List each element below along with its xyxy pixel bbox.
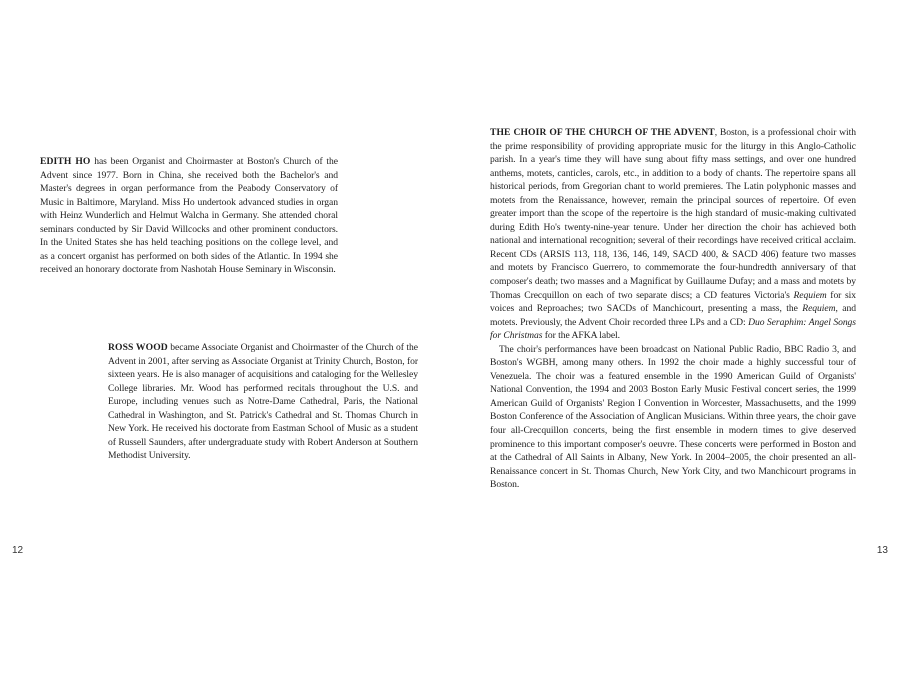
choir-p1-requiem-2: Requiem: [802, 303, 836, 315]
ross-wood-name: ROSS WOOD: [108, 342, 168, 353]
choir-section: [490, 126, 856, 492]
choir-p1-text-c: , and motets. Previously, the Advent Choir recorded three LPs and a CD:: [490, 303, 856, 328]
choir-heading: THE CHOIR OF THE CHURCH OF THE ADVENT: [490, 127, 715, 138]
choir-p1-requiem-1: Requiem: [793, 289, 827, 301]
choir-paragraph-1: [490, 126, 856, 343]
choir-p1-text-d: for the AFKA label.: [542, 330, 621, 342]
choir-p1-cd-title: Duo Seraphim: Angel Songs for Christmas: [490, 316, 856, 342]
ross-wood-bio: [108, 341, 418, 463]
page-number-left: 12: [12, 545, 24, 556]
choir-paragraph-2: The choir's performances have been broadcast on National Public Radio, BBC Radio 3, and Boston's WGBH, among many others. In 1992 the choir made a highly successful tour of Venezuela. The choir was a featured ensemble in the 1990 American Guild of Organists' National Convention, the 1994 and 2003 Boston Early Music Festival concert series, the 1999 American Guild of Organists' Region I Convention in Worcester, Massachusetts, and the 1999 Boston Conference of the Association of Anglican Musicians. Within three years, the choir gave four all-Crecquillon concerts, being the first ensemble in modern times to give deserved prominence to this important composer's oeuvre. These concerts were performed in Boston and at the Cathedral of All Saints in Albany, New York. In 2004–2005, the choir presented an all-Renaissance concert in St. Thomas Church, New York City, and two Manchicourt programs in Boston.: [490, 343, 856, 491]
choir-p1-text-b: for six voices and Reproaches; two SACDs of Manchicourt, presenting a mass, the: [490, 289, 857, 315]
page-number-right: 13: [876, 545, 888, 556]
edith-ho-name: EDITH HO: [40, 156, 91, 167]
ross-wood-bio-text: became Associate Organist and Choirmaster of the Church of the Advent in 2001, after serving as Associate Organist at Trinity Church, Boston, for sixteen years. He is also manager of acquisitions and cataloging for the Wellesley College libraries. Mr. Wood has performed recitals throughout the U.S. and Europe, including venues such as Notre-Dame Cathedral, Paris, the National Cathedral in Washington, and St. Patrick's Cathedral and St. Thomas Church in New York. He received his doctorate from Eastman School of Music as a student of Russell Saunders, after undergraduate study with Robert Anderson at Southern Methodist University.: [108, 342, 418, 462]
choir-p1-text-a: , Boston, is a professional choir with the prime responsibility of providing appropriate music for the liturgy in this Anglo-Catholic parish. In a year's time they will have sung about fifty mass settings, and over one hundred anthems, motets, canticles, carols, etc., in addition to a body of chants. The repertoire spans all historical periods, from Gregorian chant to world premieres. The Latin polyphonic masses and motets from the Renaissance, however, remain the principal sources of repertoire. Of even greater import than the scope of the repertoire is the high standard of music-making cultivated during Edith Ho's twenty-nine-year tenure. Under her direction the choir has achieved both national and international recognition; several of their recordings have received critical acclaim. Recent CDs (ARSIS 113, 118, 136, 146, 149, SACD 400, & SACD 406) feature two masses and motets by Francisco Guerrero, to commemorate the four-hundredth anniversary of that composer's death; two masses and a Magnificat by Guillaume Dufay; and a mass and motets by Thomas Crecquillon on each of two separate discs; a CD features Victoria's: [490, 127, 856, 301]
edith-ho-bio: [40, 155, 338, 277]
edith-ho-bio-text: has been Organist and Choirmaster at Boston's Church of the Advent since 1977. Born in China, she received both the Bachelor's and Master's degrees in organ performance from the Peabody Conservatory of Music in Baltimore, Maryland. Miss Ho undertook advanced studies in organ with Heinz Wunderlich and Helmut Walcha in Germany. She attended choral seminars conducted by Sir David Willcocks and other prominent conductors. In the United States she has held teaching positions on the college level, and as a concert organist has performed on both sides of the Atlantic. In 1994 she received an honorary doctorate from Nashotah House Seminary in Wisconsin.: [40, 156, 339, 276]
right-page: [450, 0, 900, 676]
